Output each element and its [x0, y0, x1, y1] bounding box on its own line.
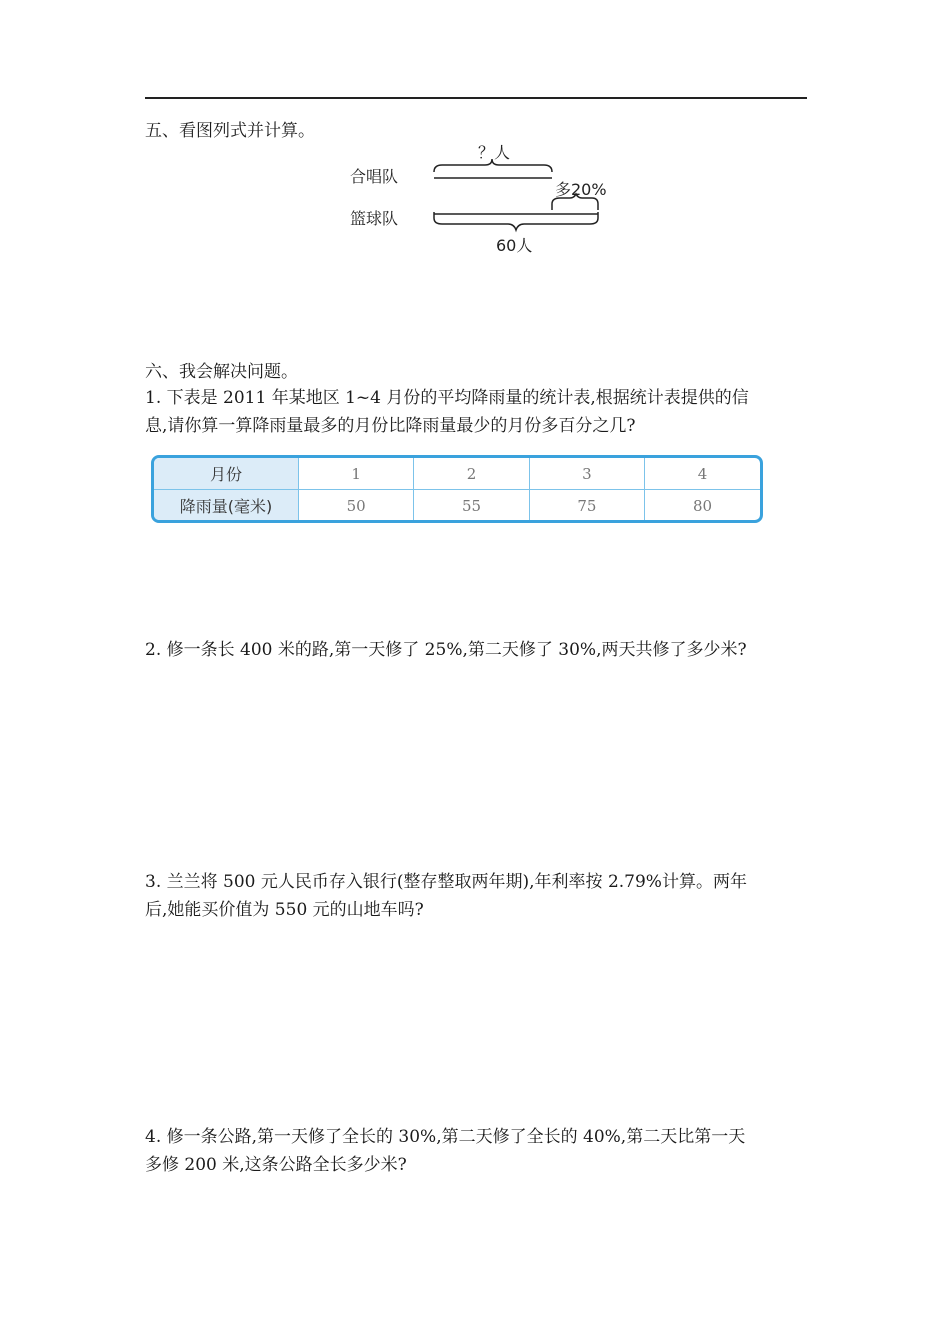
rainfall-table — [151, 455, 763, 523]
question-2-line-1: 2. 修一条长 400 米的路,第一天修了 25%,第二天修了 30%,两天共修了多少米? — [145, 640, 747, 660]
more-percent-label: 多20% — [555, 180, 607, 199]
section-5-title: 五、看图列式并计算。 — [145, 121, 315, 141]
question-3-line-1: 3. 兰兰将 500 元人民币存入银行(整存整取两年期),年利率按 2.79%计算。两年 — [145, 872, 747, 892]
rainfall-cell: 80 — [693, 496, 713, 515]
line-segment-diagram — [330, 132, 630, 262]
question-4 — [145, 1123, 805, 1179]
table-row — [154, 490, 760, 522]
unknown-people-label: ？人 — [478, 143, 511, 162]
section-6-title: 六、我会解决问题。 — [145, 362, 298, 382]
month-cell: 2 — [414, 458, 529, 490]
table-row — [154, 458, 760, 490]
question-1-line-2: 息,请你算一算降雨量最多的月份比降雨量最少的月份多百分之几? — [145, 416, 636, 436]
month-cell: 3 — [529, 458, 644, 490]
month-cell: 1 — [299, 458, 414, 490]
question-1-line-1: 1. 下表是 2011 年某地区 1~4 月份的平均降雨量的统计表,根据统计表提供的信 — [145, 388, 749, 408]
question-4-line-2: 多修 200 米,这条公路全长多少米? — [145, 1155, 407, 1175]
chorus-label: 合唱队 — [350, 167, 399, 186]
question-2 — [145, 636, 805, 664]
rainfall-cell: 50 — [299, 490, 414, 522]
question-3 — [145, 868, 805, 924]
month-cell: 4 — [645, 458, 760, 490]
question-4-line-1: 4. 修一条公路,第一天修了全长的 30%,第二天修了全长的 40%,第二天比第一天 — [145, 1127, 746, 1147]
rainfall-cell: 55 — [414, 490, 529, 522]
top-rule — [145, 97, 807, 99]
basketball-label: 篮球队 — [350, 209, 399, 228]
rainfall-cell: 75 — [529, 490, 644, 522]
month-header: 月份 — [154, 458, 299, 490]
question-3-line-2: 后,她能买价值为 550 元的山地车吗? — [145, 900, 424, 920]
total-people-label: 60人 — [496, 236, 533, 255]
question-1 — [145, 384, 805, 440]
rainfall-header: 降雨量(毫米) — [154, 490, 299, 522]
